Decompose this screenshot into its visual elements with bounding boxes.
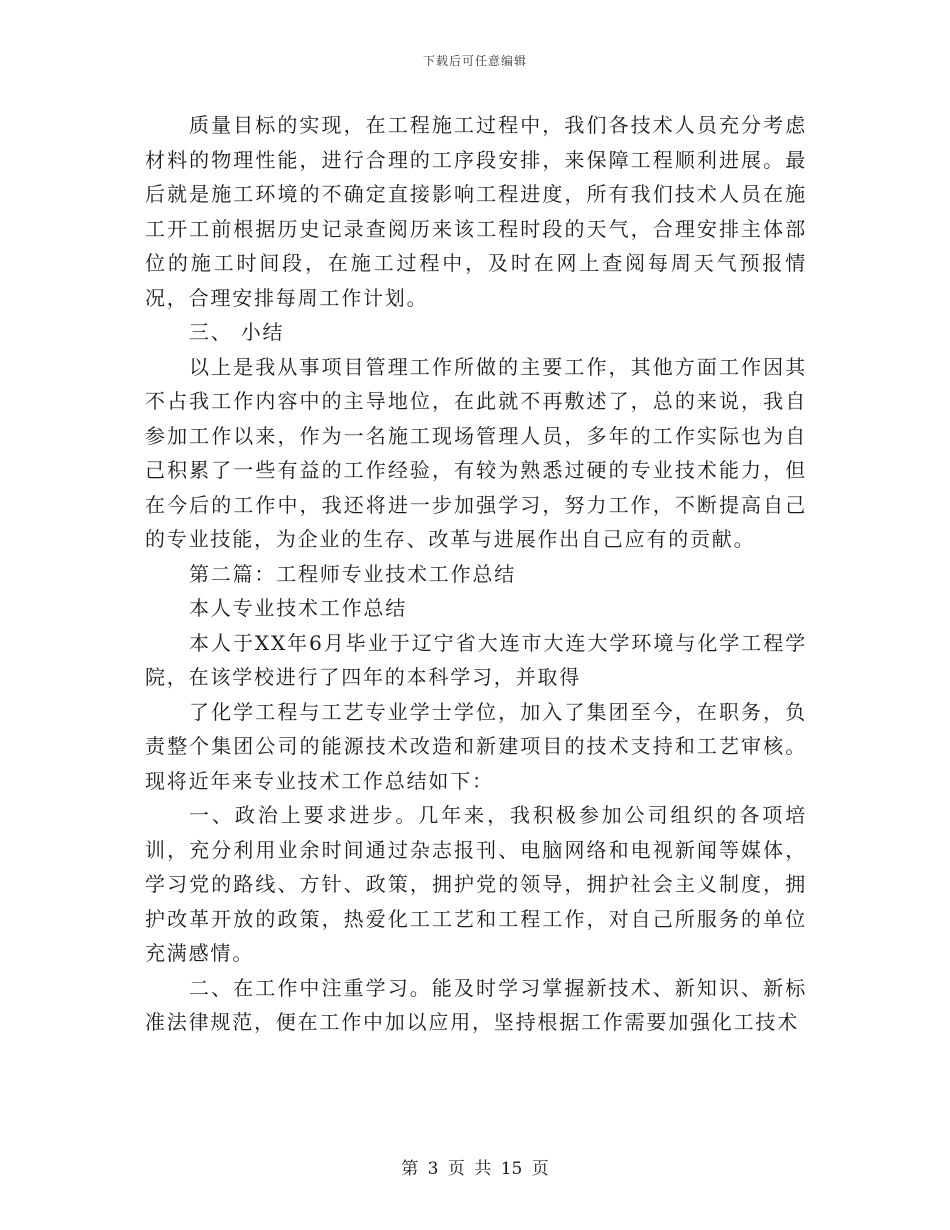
page-footer: 第 3 页 共 15 页 [401,1159,549,1179]
document-subtitle: 本人专业技术工作总结 [189,596,407,620]
paragraph-learning: 二、在工作中注重学习。能及时学习掌握新技术、新知识、新标准法律规范，便在工作中加以应用，坚持根据工作需要加强化工技术 [145,975,807,1034]
paragraph-quality-goals: 质量目标的实现，在工程施工过程中，我们各技术人员充分考虑材料的物理性能，进行合理的工序段安排，来保障工程顺利进展。最后就是施工环境的不确定直接影响工程进度，所有我们技术人员在施工开工前根据历史记录查阅历来该工程时段的天气，合理安排主体部位的施工时间段，在施工过程中，及时在网上查阅每周天气预报情况，合理安排每周工作计划。 [145,113,807,310]
chapter-title: 第二篇：工程师专业技术工作总结 [189,561,516,586]
paragraph-position: 了化学工程与工艺专业学士学位，加入了集团至今，在职务，负责整个集团公司的能源技术改造和新建项目的技术支持和工艺审核。现将近年来专业技术工作总结如下： [145,699,807,793]
section-heading-summary: 三、 小结 [189,320,285,344]
document-body [145,108,807,1040]
paragraph-political-progress: 一、政治上要求进步。几年来，我积极参加公司组织的各项培训，充分利用业余时间通过杂志报刊、电脑网络和电视新闻等媒体，学习党的路线、方针、政策，拥护党的领导，拥护社会主义制度，拥护改革开放的政策，热爱化工工艺和工程工作，对自己所服务的单位充满感情。 [145,803,807,965]
paragraph-education: 本人于XX年6月毕业于辽宁省大连市大连大学环境与化学工程学院，在该学校进行了四年的本科学习，并取得 [145,630,807,689]
paragraph-summary: 以上是我从事项目管理工作所做的主要工作，其他方面工作因其不占我工作内容中的主导地位，在此就不再敷述了，总的来说，我自参加工作以来，作为一名施工现场管理人员，多年的工作实际也为自己积累了一些有益的工作经验，有较为熟悉过硬的专业技术能力，但在今后的工作中，我还将进一步加强学习，努力工作，不断提高自己的专业技能，为企业的生存、改革与进展作出自己应有的贡献。 [145,354,807,551]
page-header: 下载后可任意编辑 [422,54,527,68]
